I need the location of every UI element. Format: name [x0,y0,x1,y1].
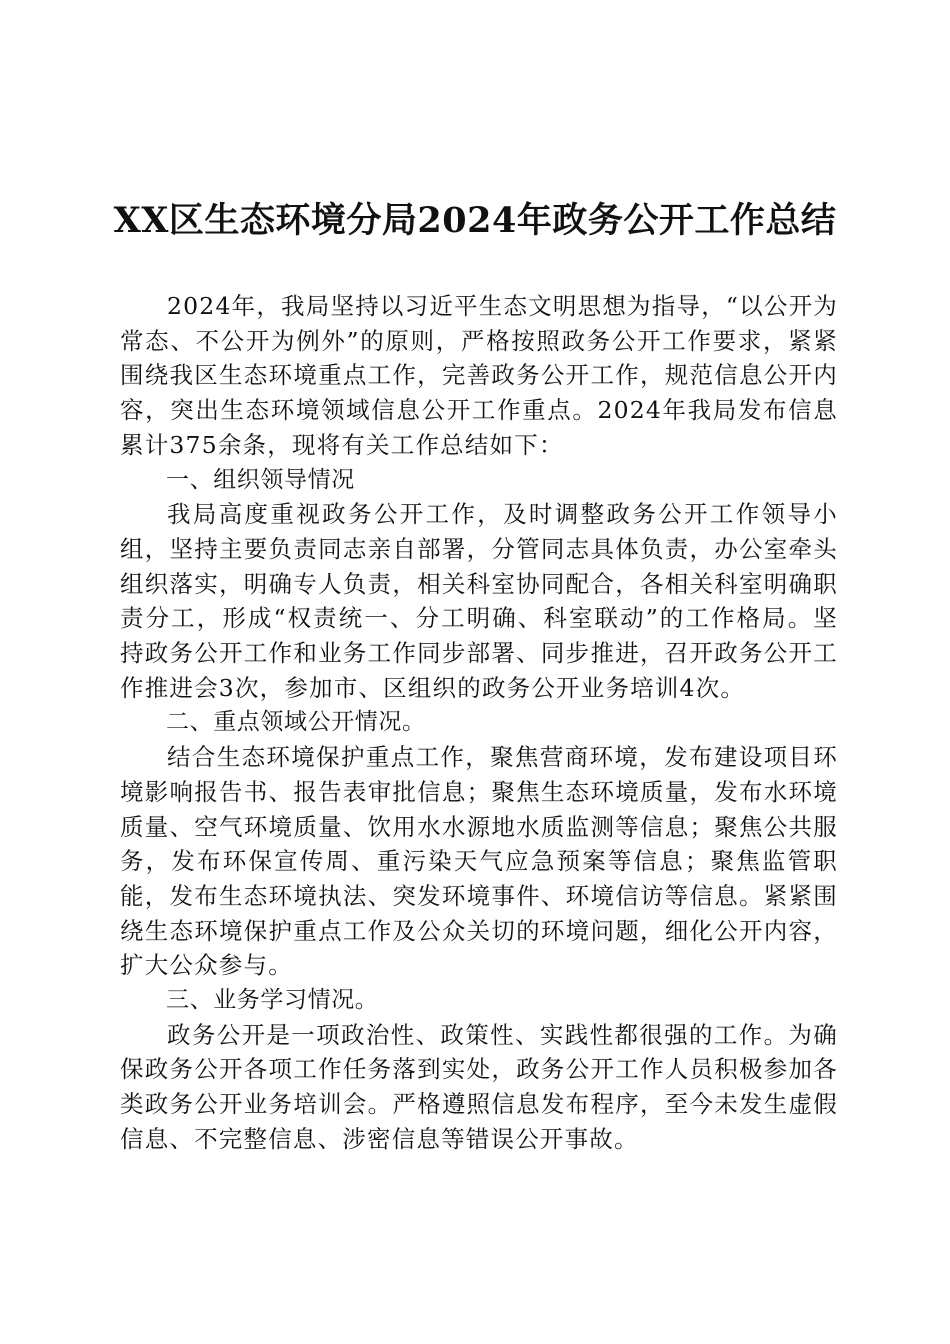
section-heading-learning: 三、业务学习情况。 [166,987,379,1014]
section-heading-key-areas: 二、重点领域公开情况。 [166,709,426,736]
intro-paragraph: 2024年，我局坚持以习近平生态文明思想为指导，“以公开为常态、不公开为例外”的原则，严格按照政务公开工作要求，紧紧围绕我区生态环境重点工作，完善政务公开工作，规范信息公开内容，突出生态环境领域信息公开工作重点。2024年我局发布信息累计375余条，现将有关工作总结如下： [120,292,838,459]
organization-paragraph: 我局高度重视政务公开工作，及时调整政务公开工作领导小组，坚持主要负责同志亲自部署，分管同志具体负责，办公室牵头组织落实，明确专人负责，相关科室协同配合，各相关科室明确职责分工，形成“权责统一、分工明确、科室联动”的工作格局。坚持政务公开工作和业务工作同步部署、同步推进，召开政务公开工作推进会3次，参加市、区组织的政务公开业务培训4次。 [120,500,838,702]
learning-paragraph: 政务公开是一项政治性、政策性、实践性都很强的工作。为确保政务公开各项工作任务落到实处，政务公开工作人员积极参加各类政务公开业务培训会。严格遵照信息发布程序，至今未发生虚假信息、不完整信息、涉密信息等错误公开事故。 [120,1020,838,1153]
key-areas-paragraph: 结合生态环境保护重点工作，聚焦营商环境，发布建设项目环境影响报告书、报告表审批信息；聚焦生态环境质量，发布水环境质量、空气环境质量、饮用水水源地水质监测等信息；聚焦公共服务，发布环保宣传周、重污染天气应急预案等信息；聚焦监管职能，发布生态环境执法、突发环境事件、环境信访等信息。紧紧围绕生态环境保护重点工作及公众关切的环境问题，细化公开内容，扩大公众参与。 [120,743,838,980]
section-heading-organization: 一、组织领导情况 [166,466,355,493]
document-title: XX区生态环境分局2024年政务公开工作总结 [113,200,837,241]
document-body [120,289,838,1157]
